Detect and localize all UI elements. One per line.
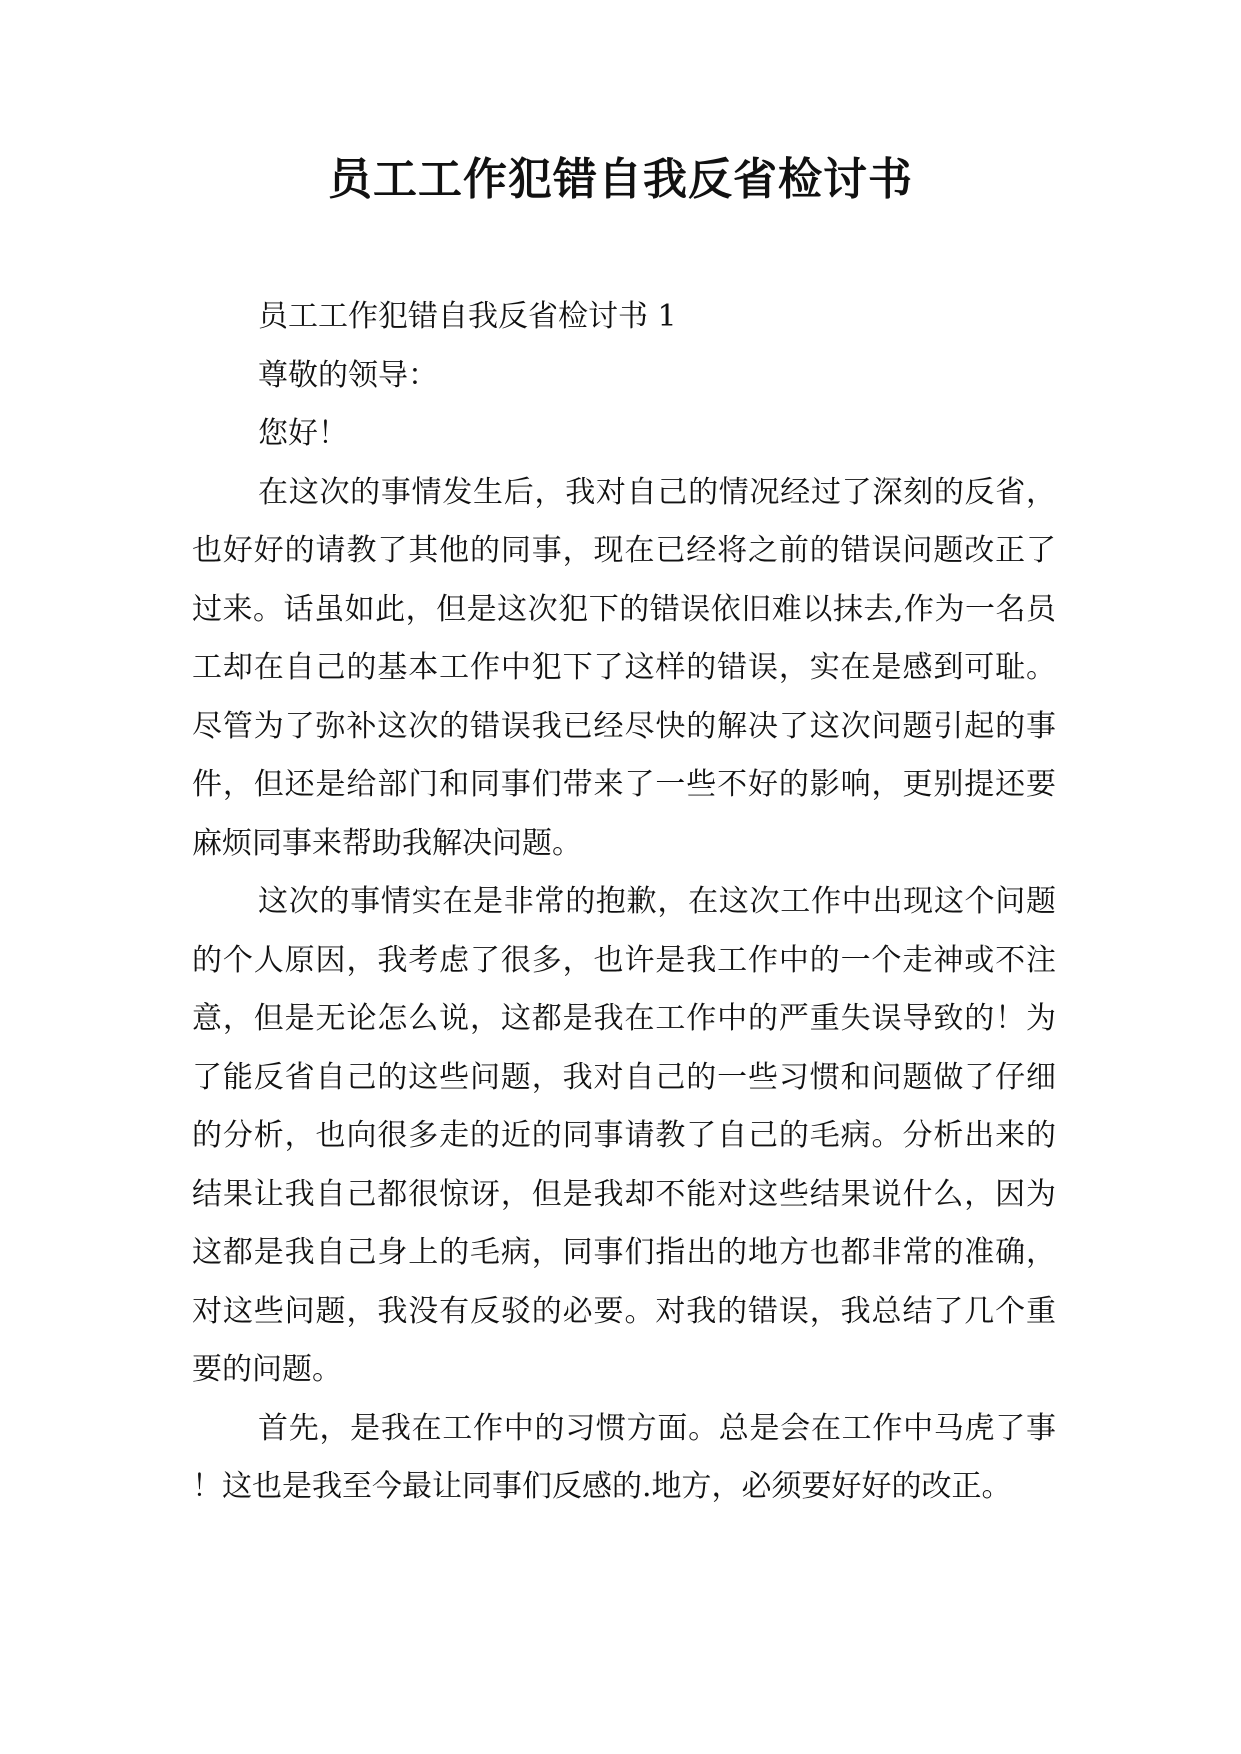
salutation: 尊敬的领导： [258, 357, 438, 393]
document-title: 员工工作犯错自我反省检讨书 [328, 154, 913, 205]
body-paragraph: 首先，是我在工作中的习惯方面。总是会在工作中马虎了事！这也是我至今最让同事们反感的.地方，必须要好好的改正。 [192, 1410, 1056, 1504]
body-paragraph: 在这次的事情发生后，我对自己的情况经过了深刻的反省，也好好的请教了其他的同事，现在已经将之前的错误问题改正了过来。话虽如此，但是这次犯下的错误依旧难以抹去,作为一名员工却在自己的基本工作中犯下了这样的错误，实在是感到可耻。尽管为了弥补这次的错误我已经尽快的解决了这次问题引起的事件，但还是给部门和同事们带来了一些不好的影响，更别提还要麻烦同事来帮助我解决问题。 [192, 474, 1056, 861]
document-body [192, 288, 1056, 1517]
body-paragraph: 这次的事情实在是非常的抱歉，在这次工作中出现这个问题的个人原因，我考虑了很多，也许是我工作中的一个走神或不注意，但是无论怎么说，这都是我在工作中的严重失误导致的！为了能反省自己的这些问题，我对自己的一些习惯和问题做了仔细的分析，也向很多走的近的同事请教了自己的毛病。分析出来的结果让我自己都很惊讶，但是我却不能对这些结果说什么，因为这都是我自己身上的毛病，同事们指出的地方也都非常的准确，对这些问题，我没有反驳的必要。对我的错误，我总结了几个重要的问题。 [192, 884, 1056, 1387]
subtitle-line: 员工工作犯错自我反省检讨书 1 [258, 299, 677, 334]
greeting: 您好！ [258, 416, 348, 451]
